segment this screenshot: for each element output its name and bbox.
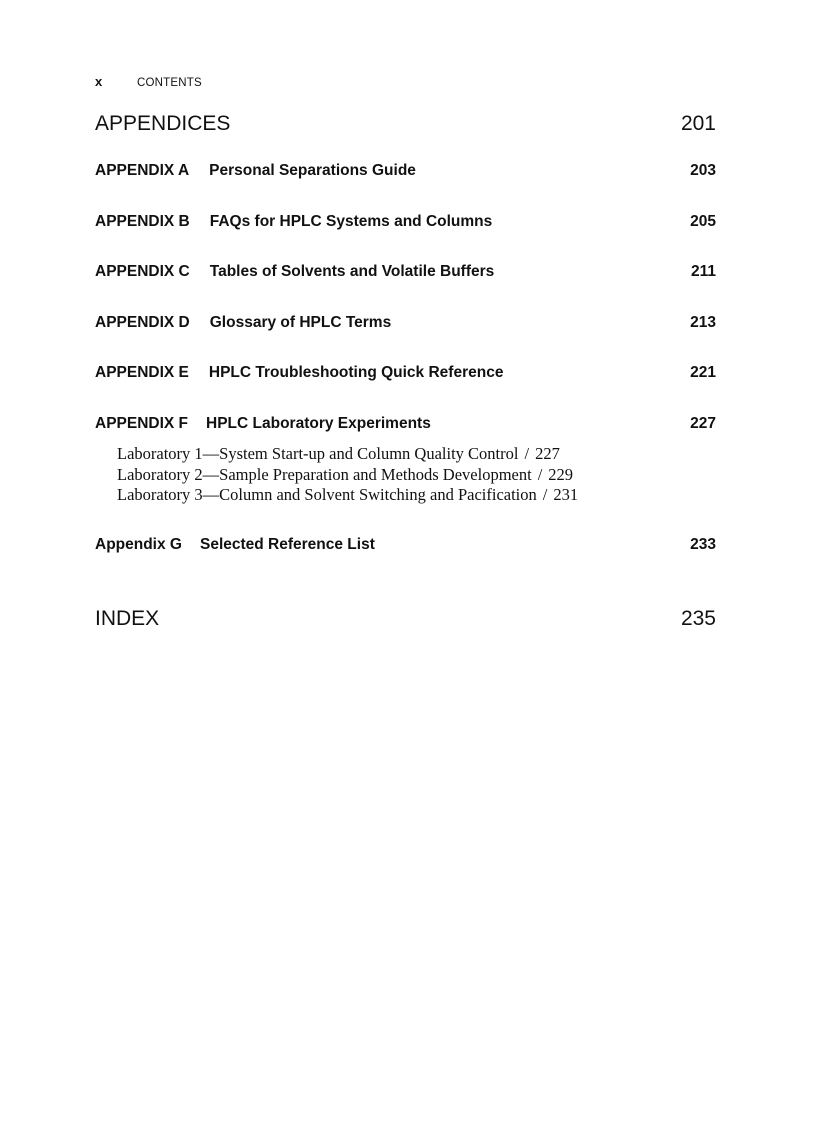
laboratory-page: 231: [553, 485, 579, 504]
index-heading-label: INDEX: [95, 607, 160, 630]
toc-entry-appendix-a[interactable]: [95, 162, 716, 180]
toc-entry-page: 221: [690, 364, 716, 381]
toc-entry-page: 213: [690, 314, 716, 331]
page-folio: x: [95, 74, 103, 89]
toc-entry-page: 211: [690, 263, 716, 280]
laboratory-page: 227: [535, 444, 560, 463]
toc-entry-page: 203: [690, 162, 716, 179]
toc-entry-page: 227: [690, 415, 716, 432]
contents-page: [95, 0, 716, 1123]
toc-entry-label: APPENDIX D: [95, 314, 190, 331]
toc-entry-appendix-e[interactable]: [95, 364, 716, 382]
laboratory-separator: /: [542, 485, 548, 504]
toc-entry-appendix-b[interactable]: [95, 213, 716, 231]
toc-entry-label: APPENDIX F: [95, 415, 189, 432]
toc-entry-label: APPENDIX C: [95, 263, 190, 280]
toc-entry-label: Appendix G: [95, 536, 182, 553]
laboratory-separator: /: [524, 444, 530, 463]
toc-entry-title: Personal Separations Guide: [209, 162, 416, 179]
running-head: [95, 74, 202, 90]
appendices-heading: [95, 112, 716, 136]
laboratory-title: Laboratory 2—Sample Preparation and Methods Development: [117, 464, 532, 484]
laboratory-separator: /: [537, 464, 543, 484]
toc-entry-appendix-c[interactable]: [95, 263, 716, 281]
toc-entry-label: APPENDIX E: [95, 364, 189, 381]
toc-entry-title: FAQs for HPLC Systems and Columns: [209, 213, 493, 230]
laboratory-item-2[interactable]: [117, 465, 578, 486]
toc-entry-page: 233: [690, 536, 716, 553]
toc-entry-title: Glossary of HPLC Terms: [209, 314, 392, 331]
appendices-heading-page: 201: [680, 112, 716, 135]
index-heading-page: 235: [680, 607, 716, 630]
toc-entry-title: HPLC Troubleshooting Quick Reference: [208, 364, 504, 381]
toc-entry-appendix-g[interactable]: [95, 536, 716, 554]
laboratory-item-3[interactable]: [117, 485, 578, 506]
toc-entry-label: APPENDIX A: [95, 162, 190, 179]
index-heading[interactable]: [95, 607, 716, 631]
toc-entry-page: 205: [690, 213, 716, 230]
appendices-heading-label: APPENDICES: [95, 112, 231, 135]
laboratory-title: Laboratory 1—System Start-up and Column Quality Control: [117, 444, 519, 463]
laboratory-page: 229: [548, 464, 574, 484]
toc-entry-appendix-f[interactable]: [95, 415, 716, 433]
running-head-title: CONTENTS: [137, 77, 202, 89]
laboratory-list: [117, 444, 578, 506]
laboratory-title: Laboratory 3—Column and Solvent Switching and Pacification: [117, 485, 537, 504]
toc-entry-title: Tables of Solvents and Volatile Buffers: [209, 263, 495, 280]
laboratory-item-1[interactable]: [117, 444, 578, 465]
toc-entry-appendix-d[interactable]: [95, 314, 716, 332]
toc-entry-label: APPENDIX B: [95, 213, 190, 230]
toc-entry-title: HPLC Laboratory Experiments: [206, 415, 431, 432]
toc-entry-title: Selected Reference List: [199, 536, 375, 553]
